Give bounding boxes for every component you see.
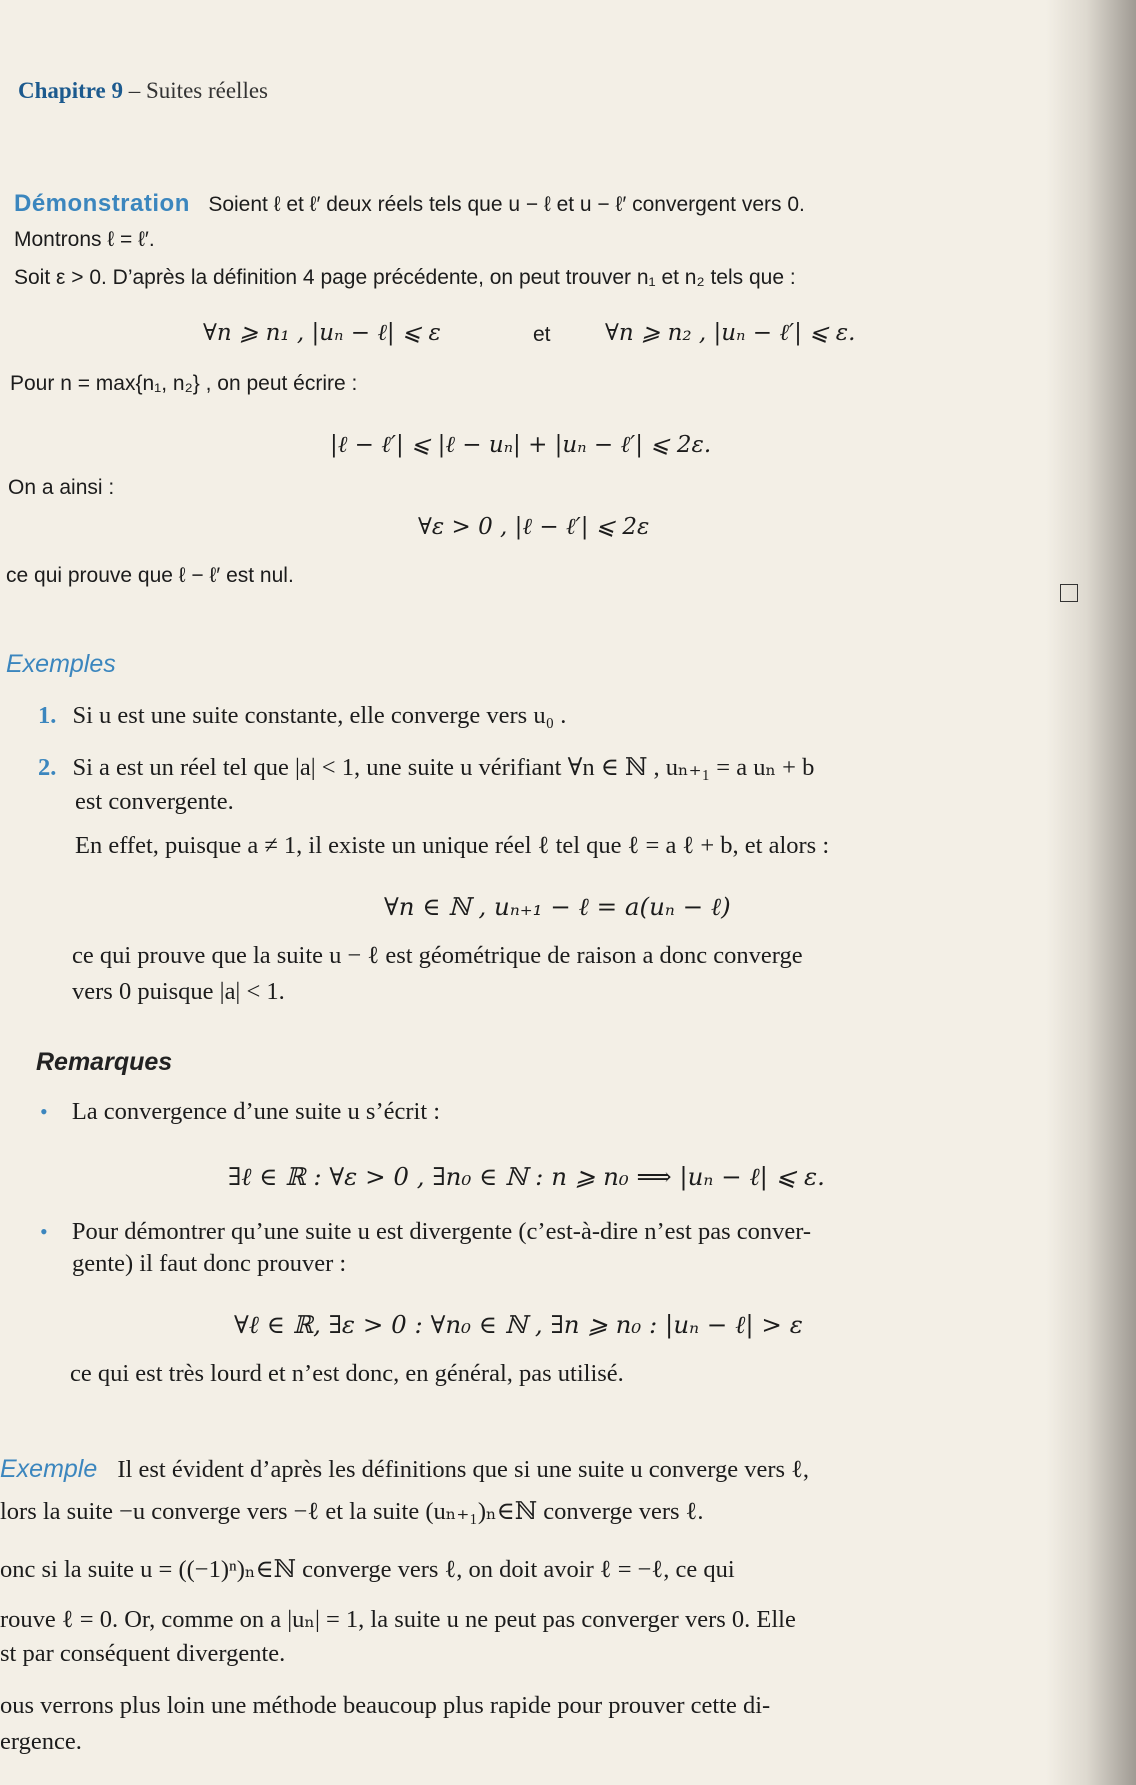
- page-gutter-shadow: [1046, 0, 1136, 1785]
- demonstration-keyword: Démonstration: [14, 190, 190, 217]
- remarque-formula-2: ∀ℓ ∈ ℝ, ∃ε > 0 : ∀n₀ ∈ ℕ , ∃n ⩾ n₀ : |uₙ − ℓ| > ε: [234, 1310, 803, 1339]
- chapter-header: [18, 78, 268, 104]
- formula-2: |ℓ − ℓ′| ⩽ |ℓ − uₙ| + |uₙ − ℓ′| ⩽ 2ε.: [330, 432, 712, 458]
- exemple-line-1: [0, 1455, 809, 1484]
- remarque-bullet-2-line-3: ce qui est très lourd et n’est donc, en général, pas utilisé.: [70, 1360, 624, 1387]
- exemple-line-5: st par conséquent divergente.: [0, 1640, 286, 1667]
- exemple-line-3: onc si la suite u = ((−1)ⁿ)ₙ∈ℕ converge vers ℓ, on doit avoir ℓ = −ℓ, ce qui: [0, 1556, 735, 1583]
- remarque-bullet-2-line-2: gente) il faut donc prouver :: [72, 1250, 347, 1277]
- item-text: Si a est un réel tel que |a| < 1, une suite u vérifiant ∀n ∈ ℕ , uₙ₊₁ = a uₙ + b: [72, 754, 815, 781]
- exemple-item-2-line-5: vers 0 puisque |a| < 1.: [72, 978, 285, 1005]
- remarque-bullet-1: [40, 1098, 440, 1126]
- demonstration-line-4: Pour n = max{n₁, n₂} , on peut écrire :: [10, 372, 358, 395]
- exemple-line-2: lors la suite −u converge vers −ℓ et la suite (uₙ₊₁)ₙ∈ℕ converge vers ℓ.: [0, 1498, 704, 1525]
- remarque-formula-1: ∃ℓ ∈ ℝ : ∀ε > 0 , ∃n₀ ∈ ℕ : n ⩾ n₀ ⟹ |uₙ − ℓ| ⩽ ε.: [228, 1162, 825, 1191]
- exemple-item-2: [38, 752, 814, 782]
- exemple-item-2-line-4: ce qui prouve que la suite u − ℓ est géométrique de raison a donc converge: [72, 942, 803, 969]
- demonstration-line-1: Soient ℓ et ℓ′ deux réels tels que u − ℓ et u − ℓ′ convergent vers 0.: [208, 193, 805, 216]
- chapter-number: Chapitre 9: [18, 78, 123, 103]
- chapter-title: – Suites réelles: [128, 78, 268, 103]
- formula-3: ∀ε > 0 , |ℓ − ℓ′| ⩽ 2ε: [418, 514, 650, 540]
- exemples-heading: Exemples: [6, 650, 116, 678]
- demonstration-line-3: Soit ε > 0. D’après la définition 4 page précédente, on peut trouver n₁ et n₂ tels que :: [14, 266, 796, 289]
- formula-1-right: ∀n ⩾ n₂ , |uₙ − ℓ′| ⩽ ε.: [605, 320, 856, 346]
- exemple-item-2-formula: ∀n ∈ ℕ , uₙ₊₁ − ℓ = a(uₙ − ℓ): [384, 892, 731, 921]
- exemple-heading: Exemple: [0, 1455, 98, 1483]
- exemple-item-2-line-2: est convergente.: [75, 788, 234, 815]
- demonstration-line-6: ce qui prouve que ℓ − ℓ′ est nul.: [6, 564, 294, 587]
- remarque-text: La convergence d’une suite u s’écrit :: [71, 1098, 441, 1125]
- remarques-heading: Remarques: [36, 1048, 173, 1076]
- exemple-line-7: ergence.: [0, 1728, 82, 1755]
- item-number: 2.: [38, 754, 57, 781]
- bullet-icon: •: [40, 1099, 48, 1124]
- demonstration-first-line: [14, 190, 805, 218]
- item-number: 1.: [38, 702, 57, 729]
- remarque-text: Pour démontrer qu’une suite u est divergente (c’est-à-dire n’est pas conver-: [71, 1218, 812, 1245]
- formula-1-left: ∀n ⩾ n₁ , |uₙ − ℓ| ⩽ ε: [203, 320, 441, 346]
- bullet-icon: •: [40, 1219, 48, 1244]
- formula-1-et: et: [533, 323, 551, 346]
- remarque-bullet-2: [40, 1218, 811, 1246]
- exemple-text: Il est évident d’après les définitions que si une suite u converge vers ℓ,: [117, 1456, 810, 1483]
- exemple-line-4: rouve ℓ = 0. Or, comme on a |uₙ| = 1, la suite u ne peut pas converger vers 0. Elle: [0, 1606, 796, 1633]
- item-text: Si u est une suite constante, elle converge vers u₀ .: [72, 702, 567, 729]
- exemple-line-6: ous verrons plus loin une méthode beaucoup plus rapide pour prouver cette di-: [0, 1692, 771, 1719]
- exemple-item-2-line-3: En effet, puisque a ≠ 1, il existe un unique réel ℓ tel que ℓ = a ℓ + b, et alors :: [75, 832, 830, 859]
- demonstration-line-2: Montrons ℓ = ℓ′.: [14, 228, 155, 251]
- exemple-item-1: [38, 702, 566, 730]
- demonstration-line-5: On a ainsi :: [8, 476, 115, 499]
